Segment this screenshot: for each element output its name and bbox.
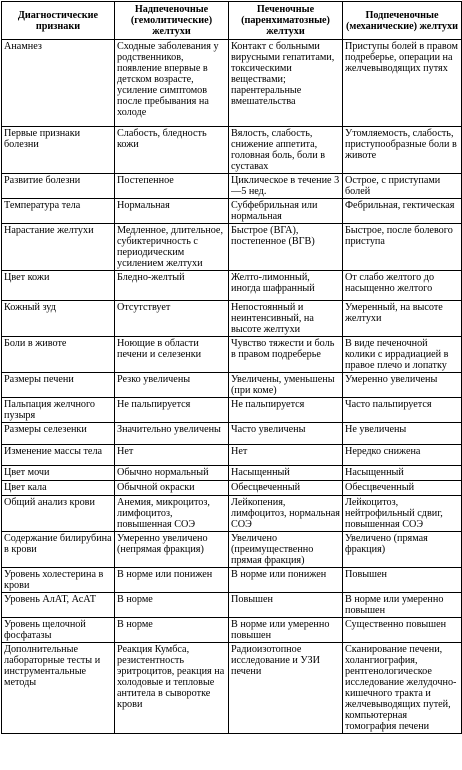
prehepatic-cell: Обычно нормальный bbox=[115, 466, 229, 481]
hepatic-cell: Чувство тяжести и боль в правом подреберье bbox=[229, 337, 343, 373]
table-row bbox=[2, 532, 462, 568]
posthepatic-cell: Быстрое, после болевого приступа bbox=[343, 224, 462, 271]
criteria-cell: Цвет кожи bbox=[2, 271, 115, 301]
table-row bbox=[2, 174, 462, 199]
hepatic-cell: Быстрое (ВГА), постепенное (ВГВ) bbox=[229, 224, 343, 271]
table-row bbox=[2, 568, 462, 593]
table-row bbox=[2, 423, 462, 445]
posthepatic-cell: Нередко снижена bbox=[343, 445, 462, 466]
posthepatic-cell: От слабо желтого до насыщенно желтого bbox=[343, 271, 462, 301]
hepatic-cell: Радиоизотопное исследование и УЗИ печени bbox=[229, 643, 343, 734]
prehepatic-cell: В норме bbox=[115, 618, 229, 643]
hepatic-cell: Непостоянный и неинтенсивный, на высоте желтухи bbox=[229, 301, 343, 337]
hepatic-cell: Увеличено (преимущественно прямая фракция) bbox=[229, 532, 343, 568]
criteria-cell: Цвет мочи bbox=[2, 466, 115, 481]
table-row bbox=[2, 224, 462, 271]
table-row bbox=[2, 445, 462, 466]
hepatic-cell: Обесцвеченный bbox=[229, 481, 343, 496]
hepatic-cell: Не пальпируется bbox=[229, 398, 343, 423]
table-row bbox=[2, 466, 462, 481]
criteria-cell: Уровень холестерина в крови bbox=[2, 568, 115, 593]
criteria-cell: Изменение массы тела bbox=[2, 445, 115, 466]
posthepatic-cell: Приступы болей в правом подреберье, операции на желчевыводящих путях bbox=[343, 40, 462, 127]
jaundice-comparison-table bbox=[1, 1, 462, 734]
prehepatic-cell: Сходные заболевания у родственников, появление впервые в детском возрасте, усиление симптомов после пребывания на холоде bbox=[115, 40, 229, 127]
table-row bbox=[2, 496, 462, 532]
posthepatic-cell: Часто пальпируется bbox=[343, 398, 462, 423]
criteria-cell: Развитие болезни bbox=[2, 174, 115, 199]
prehepatic-cell: Постепенное bbox=[115, 174, 229, 199]
criteria-cell: Содержание билирубина в крови bbox=[2, 532, 115, 568]
prehepatic-cell: Медленное, длительное, субиктеричность с периодическим усилением желтухи bbox=[115, 224, 229, 271]
prehepatic-cell: Нет bbox=[115, 445, 229, 466]
criteria-cell: Цвет кала bbox=[2, 481, 115, 496]
posthepatic-cell: Обесцвеченный bbox=[343, 481, 462, 496]
posthepatic-cell: Насыщенный bbox=[343, 466, 462, 481]
prehepatic-cell: Резко увеличены bbox=[115, 373, 229, 398]
posthepatic-cell: В виде печеночной колики с иррадиацией в правое плечо и лопатку bbox=[343, 337, 462, 373]
criteria-cell: Первые признаки болезни bbox=[2, 127, 115, 174]
hepatic-cell: В норме или понижен bbox=[229, 568, 343, 593]
hepatic-cell: Повышен bbox=[229, 593, 343, 618]
table-row bbox=[2, 481, 462, 496]
prehepatic-cell: Нормальная bbox=[115, 199, 229, 224]
prehepatic-cell: Слабость, бледность кожи bbox=[115, 127, 229, 174]
criteria-cell: Уровень АлАТ, АсАТ bbox=[2, 593, 115, 618]
prehepatic-cell: Обычной окраски bbox=[115, 481, 229, 496]
prehepatic-cell: Бледно-желтый bbox=[115, 271, 229, 301]
criteria-cell: Нарастание желтухи bbox=[2, 224, 115, 271]
criteria-cell: Пальпация желчного пузыря bbox=[2, 398, 115, 423]
hepatic-cell: Субфебрильная или нормальная bbox=[229, 199, 343, 224]
table-row bbox=[2, 271, 462, 301]
header-row bbox=[2, 2, 462, 40]
criteria-cell: Кожный зуд bbox=[2, 301, 115, 337]
table-row bbox=[2, 643, 462, 734]
prehepatic-cell: Отсутствует bbox=[115, 301, 229, 337]
table-row bbox=[2, 373, 462, 398]
prehepatic-cell: Реакция Кумбса, резистентность эритроцитов, реакция на холодовые и тепловые антитела в сыворотке крови bbox=[115, 643, 229, 734]
hepatic-cell: Увеличены, уменьшены (при коме) bbox=[229, 373, 343, 398]
table-row bbox=[2, 301, 462, 337]
hepatic-cell: Нет bbox=[229, 445, 343, 466]
posthepatic-cell: Умеренный, на высоте желтухи bbox=[343, 301, 462, 337]
header-posthepatic: Подпеченочные (механические) желтухи bbox=[343, 2, 462, 40]
hepatic-cell: Контакт с больными вирусными гепатитами, токсическими веществами; парентеральные вмешательства bbox=[229, 40, 343, 127]
hepatic-cell: Лейкопения, лимфоцитоз, нормальная СОЭ bbox=[229, 496, 343, 532]
prehepatic-cell: Анемия, микроцитоз, лимфоцитоз, повышенная СОЭ bbox=[115, 496, 229, 532]
posthepatic-cell: Повышен bbox=[343, 568, 462, 593]
prehepatic-cell: Умеренно увеличено (непрямая фракция) bbox=[115, 532, 229, 568]
criteria-cell: Дополнительные лабораторные тесты и инструментальные методы bbox=[2, 643, 115, 734]
criteria-cell: Размеры селезенки bbox=[2, 423, 115, 445]
prehepatic-cell: Не пальпируется bbox=[115, 398, 229, 423]
table-row bbox=[2, 337, 462, 373]
table-row bbox=[2, 40, 462, 127]
table-row bbox=[2, 618, 462, 643]
posthepatic-cell: Фебрильная, гектическая bbox=[343, 199, 462, 224]
posthepatic-cell: Увеличено (прямая фракция) bbox=[343, 532, 462, 568]
header-prehepatic: Надпеченочные (гемолитические) желтухи bbox=[115, 2, 229, 40]
table-row bbox=[2, 127, 462, 174]
posthepatic-cell: Не увеличены bbox=[343, 423, 462, 445]
criteria-cell: Анамнез bbox=[2, 40, 115, 127]
table-row bbox=[2, 199, 462, 224]
hepatic-cell: Желто-лимонный, иногда шафранный bbox=[229, 271, 343, 301]
posthepatic-cell: Утомляемость, слабость, приступообразные боли в животе bbox=[343, 127, 462, 174]
prehepatic-cell: Ноющие в области печени и селезенки bbox=[115, 337, 229, 373]
criteria-cell: Размеры печени bbox=[2, 373, 115, 398]
posthepatic-cell: Существенно повышен bbox=[343, 618, 462, 643]
prehepatic-cell: Значительно увеличены bbox=[115, 423, 229, 445]
posthepatic-cell: В норме или умеренно повышен bbox=[343, 593, 462, 618]
criteria-cell: Общий анализ крови bbox=[2, 496, 115, 532]
table-row bbox=[2, 398, 462, 423]
posthepatic-cell: Сканирование печени, холангиография, рентгенологическое исследование желудочно-кишечного тракта и желчевыводящих путей, компьютерная томография печени bbox=[343, 643, 462, 734]
prehepatic-cell: В норме bbox=[115, 593, 229, 618]
hepatic-cell: Вялость, слабость, снижение аппетита, головная боль, боли в суставах bbox=[229, 127, 343, 174]
header-criteria: Диагностические признаки bbox=[2, 2, 115, 40]
criteria-cell: Уровень щелочной фосфатазы bbox=[2, 618, 115, 643]
hepatic-cell: Циклическое в течение 3—5 нед. bbox=[229, 174, 343, 199]
hepatic-cell: Насыщенный bbox=[229, 466, 343, 481]
posthepatic-cell: Умеренно увеличены bbox=[343, 373, 462, 398]
prehepatic-cell: В норме или понижен bbox=[115, 568, 229, 593]
posthepatic-cell: Острое, с приступами болей bbox=[343, 174, 462, 199]
header-hepatic: Печеночные (паренхиматозные) желтухи bbox=[229, 2, 343, 40]
posthepatic-cell: Лейкоцитоз, нейтрофильный сдвиг, повышенная СОЭ bbox=[343, 496, 462, 532]
criteria-cell: Температура тела bbox=[2, 199, 115, 224]
hepatic-cell: В норме или умеренно повышен bbox=[229, 618, 343, 643]
table-row bbox=[2, 593, 462, 618]
hepatic-cell: Часто увеличены bbox=[229, 423, 343, 445]
criteria-cell: Боли в животе bbox=[2, 337, 115, 373]
